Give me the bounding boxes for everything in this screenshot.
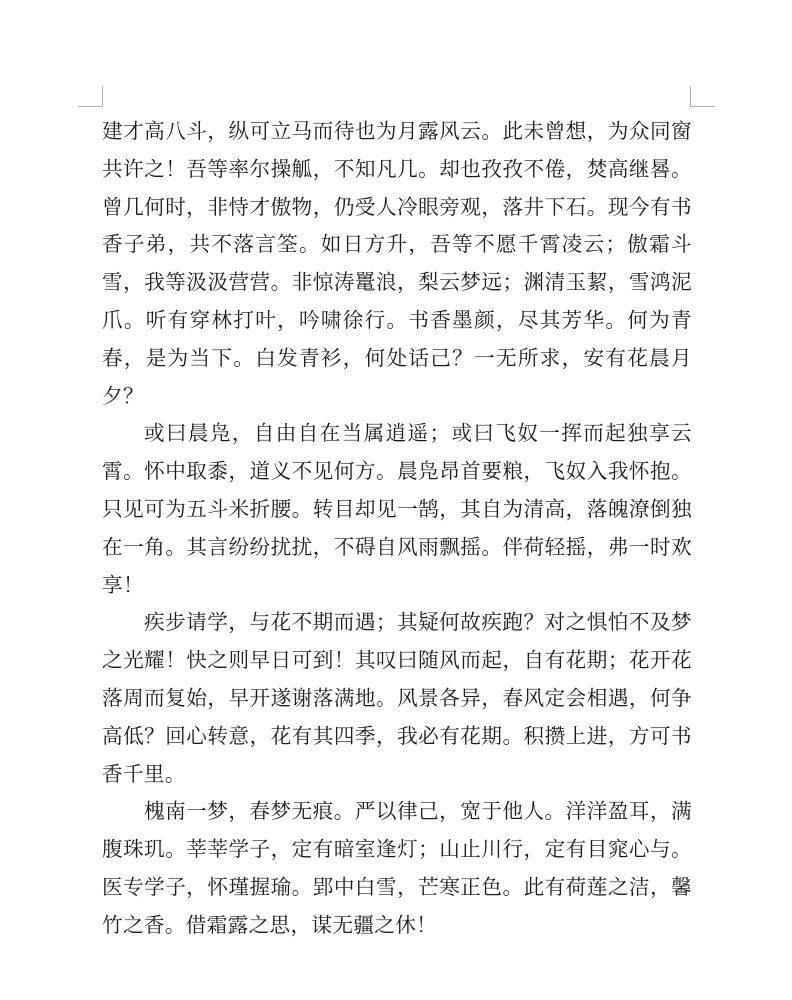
margin-mark-top-left: [78, 86, 103, 107]
paragraph-1[interactable]: 建才高八斗，纵可立马而待也为月露风云。此未曾想，为众同窗共许之！吾等率尔操觚，不知凡几。却也孜孜不倦，焚高继晷。曾几何时，非恃才傲物，仍受人冷眼旁观，落井下石。现今有书香子弟，共不落言筌。如日方升，吾等不愿千霄凌云；傲霜斗雪，我等汲汲营营。非惊涛鼍浪，梨云梦远；渊清玉絜，雪鸿泥爪。听有穿林打叶，吟啸徐行。书香墨颜，尽其芳华。何为青春，是为当下。白发青衫，何处话己？一无所求，安有花晨月夕？: [102, 119, 692, 408]
paragraph-3[interactable]: 疾步请学，与花不期而遇；其疑何故疾跑？对之惧怕不及梦之光耀！快之则早日可到！其叹曰随风而起，自有花期；花开花落周而复始，早开遂谢落满地。风景各异，春风定会相遇，何争高低？回心转意，花有其四季，我必有花期。积攒上进，方可书香千里。: [102, 610, 692, 786]
document-body[interactable]: [102, 113, 692, 945]
paragraph-2[interactable]: 或曰晨凫，自由自在当属逍遥；或曰飞奴一挥而起独享云霄。怀中取黍，道义不见何方。晨凫昂首要粮，飞奴入我怀抱。只见可为五斗米折腰。转目却见一鹄，其自为清高，落魄潦倒独在一角。其言纷纷扰扰，不碍自风雨飘摇。伴荷轻摇，弗一时欢享！: [102, 421, 692, 597]
paragraph-4[interactable]: 槐南一梦，春梦无痕。严以律己，宽于他人。洋洋盈耳，满腹珠玑。莘莘学子，定有暗室逢灯；山止川行，定有目窕心与。医专学子，怀瑾握瑜。郢中白雪，芒寒正色。此有荷莲之洁，馨竹之香。借霜露之思，谋无疆之休！: [102, 799, 692, 937]
margin-mark-top-right: [690, 86, 715, 107]
